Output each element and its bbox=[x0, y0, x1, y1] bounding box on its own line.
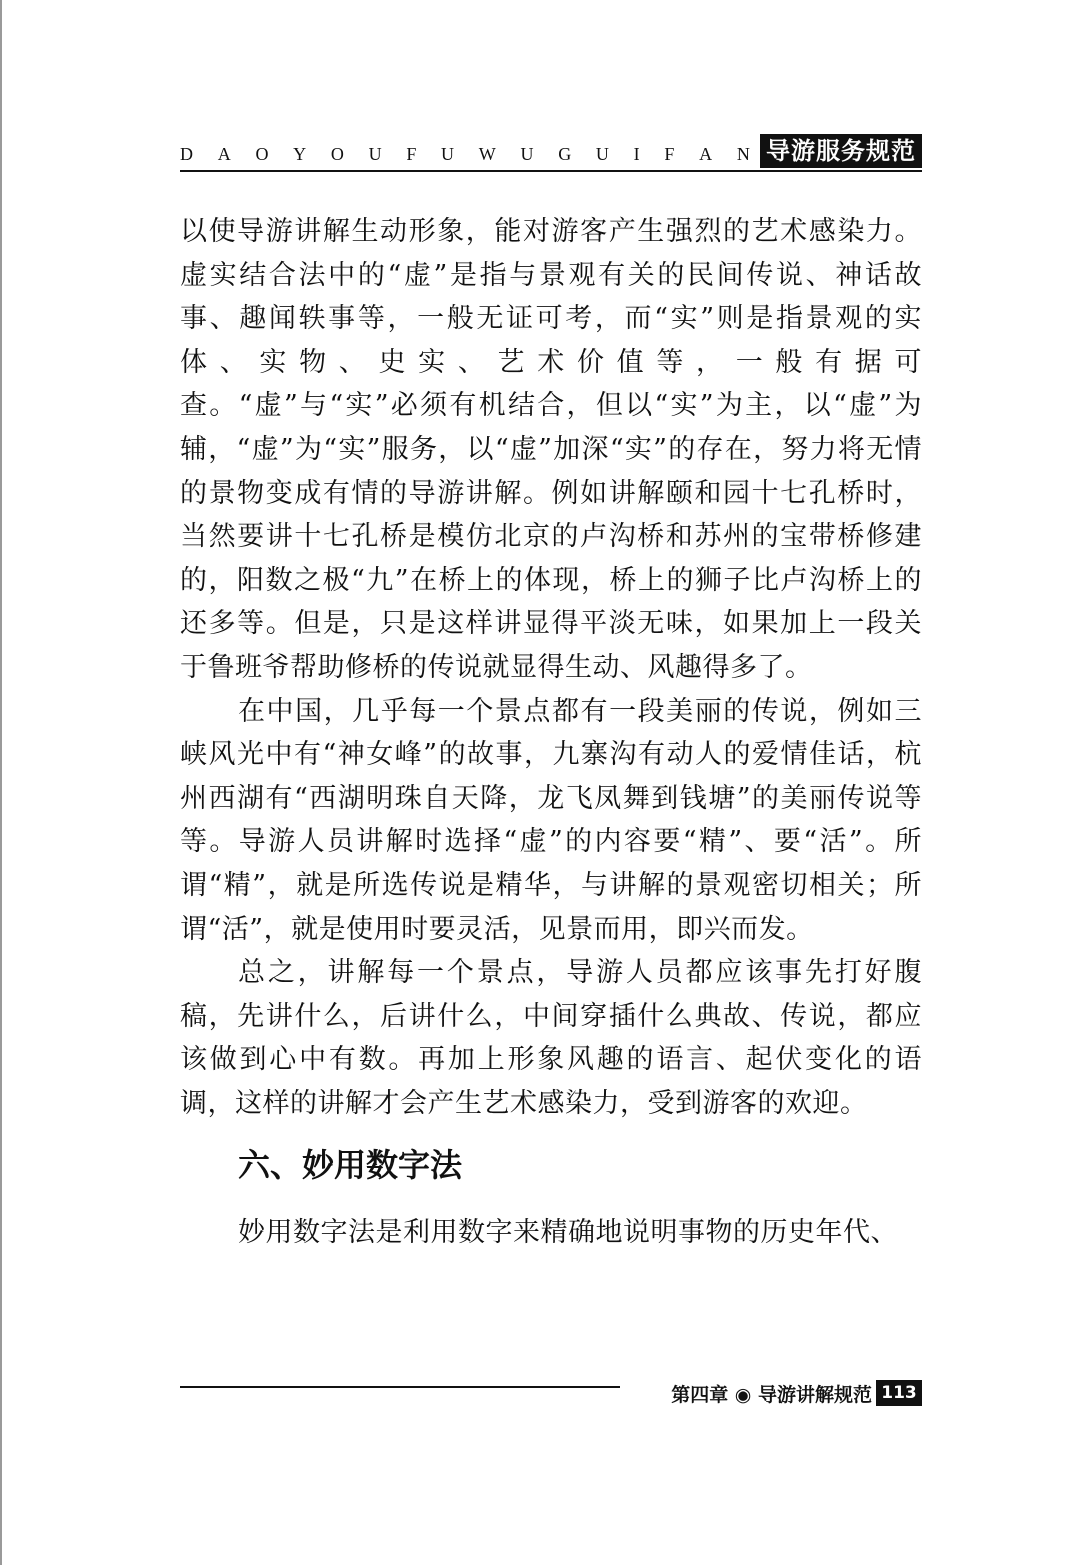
body-paragraph: 以使导游讲解生动形象，能对游客产生强烈的艺术感染力。虚实结合法中的“虚”是指与景观有关的民间传说、神话故事、趣闻轶事等，一般无证可考，而“实”则是指景观的实体、实物、史实、艺术价值等，一般有据可查。“虚”与“实”必须有机结合，但以“实”为主，以“虚”为辅，“虚”为“实”服务，以“虚”加深“实”的存在，努力将无情的景物变成有情的导游讲解。例如讲解颐和园十七孔桥时，当然要讲十七孔桥是模仿北京的卢沟桥和苏州的宝带桥修建的，阳数之极“九”在桥上的体现，桥上的狮子比卢沟桥上的还多等。但是，只是这样讲显得平淡无味，如果加上一段关于鲁班爷帮助修桥的传说就显得生动、风趣得多了。 bbox=[180, 216, 922, 683]
body-paragraph: 妙用数字法是利用数字来精确地说明事物的历史年代、 bbox=[238, 1217, 898, 1249]
pinyin-letter: O bbox=[255, 144, 269, 164]
pinyin-letter: A bbox=[217, 144, 231, 164]
pinyin-letter: F bbox=[664, 144, 675, 164]
pinyin-letter: U bbox=[595, 144, 609, 164]
pinyin-letter: U bbox=[368, 144, 382, 164]
footer-chapter: 第四章 ◉ 导游讲解规范 bbox=[671, 1384, 872, 1406]
header-rule bbox=[180, 170, 922, 172]
footer-rule bbox=[180, 1386, 620, 1388]
pinyin-letter: D bbox=[180, 144, 193, 164]
body-paragraph: 总之，讲解每一个景点，导游人员都应该事先打好腹稿，先讲什么，后讲什么，中间穿插什么典故、传说，都应该做到心中有数。再加上形象风趣的语言、起伏变化的语调，这样的讲解才会产生艺术感染力，受到游客的欢迎。 bbox=[180, 957, 922, 1119]
page-body bbox=[180, 210, 922, 1255]
pinyin-letter: A bbox=[699, 144, 713, 164]
running-header bbox=[180, 130, 922, 170]
running-footer bbox=[180, 1380, 922, 1410]
pinyin-letter: Y bbox=[293, 144, 307, 164]
page-edge bbox=[0, 0, 2, 1565]
pinyin-letter: W bbox=[478, 144, 496, 164]
header-title: 导游服务规范 bbox=[760, 134, 922, 168]
pinyin-letter: N bbox=[736, 144, 750, 164]
pinyin-letter: G bbox=[558, 144, 572, 164]
pinyin-letter: I bbox=[633, 144, 640, 164]
header-pinyin bbox=[180, 144, 750, 165]
pinyin-letter: F bbox=[406, 144, 417, 164]
pinyin-letter: U bbox=[520, 144, 534, 164]
body-paragraph: 在中国，几乎每一个景点都有一段美丽的传说，例如三峡风光中有“神女峰”的故事，九寨沟有动人的爱情佳话，杭州西湖有“西湖明珠自天降，龙飞凤舞到钱塘”的美丽传说等等。导游人员讲解时选择“虚”的内容要“精”、要“活”。所谓“精”，就是所选传说是精华，与讲解的景观密切相关；所谓“活”，就是使用时要灵活，见景而用，即兴而发。 bbox=[180, 695, 922, 945]
pinyin-letter: O bbox=[330, 144, 344, 164]
section-heading: 六、妙用数字法 bbox=[238, 1146, 463, 1185]
page-number: 113 bbox=[876, 1380, 922, 1406]
pinyin-letter: U bbox=[441, 144, 455, 164]
